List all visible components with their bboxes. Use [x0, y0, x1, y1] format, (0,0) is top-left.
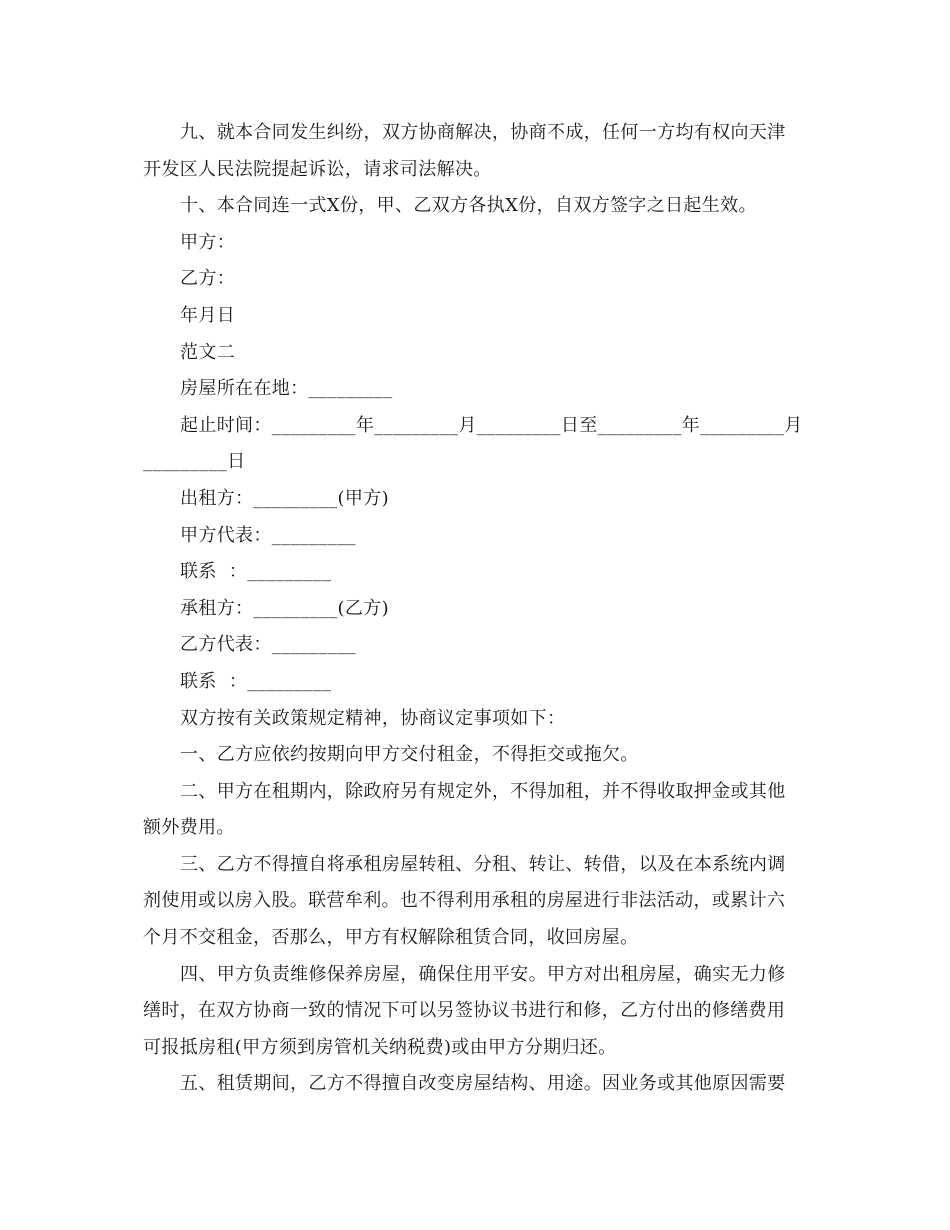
party-b-signature-line: 乙方： [180, 268, 236, 290]
paragraph-article-9: 九、就本合同发生纠纷，双方协商解决，协商不成，任何一方均有权向天津开发区人民法院提起诉讼，请求司法解决。 [143, 122, 786, 180]
paragraph-article-3: 三、乙方不得擅自将承租房屋转租、分租、转让、转借，以及在本系统内调剂使用或以房入股。联营牟利。也不得利用承租的房屋进行非法活动，或累计六个月不交租金，否那么，甲方有权解除租赁合同，收回房屋。 [143, 853, 786, 949]
party-b-representative-line: 乙方代表：_________ [180, 634, 356, 656]
lessee-line: 承租方：_________(乙方) [180, 597, 389, 619]
party-a-signature-line: 甲方： [180, 231, 236, 253]
section-title-sample-2: 范文二 [180, 341, 236, 363]
paragraph-article-4: 四、甲方负责维修保养房屋，确保住用平安。甲方对出租房屋，确实无力修缮时，在双方协商一致的情况下可以另签协议书进行和修，乙方付出的修缮费用可报抵房租(甲方须到房管机关纳税费)或由甲方分期归还。 [143, 963, 786, 1058]
lessor-line: 出租方：_________(甲方) [180, 487, 389, 509]
document-body [143, 115, 803, 1103]
lease-period-line: 起止时间：_________年_________月_________日至_________年_________月_________日 [143, 414, 803, 473]
party-a-contact-line: 联系 ：_________ [180, 561, 332, 583]
paragraph-article-2: 二、甲方在租期内，除政府另有规定外，不得加租，并不得收取押金或其他额外费用。 [143, 780, 786, 839]
paragraph-article-10: 十、本合同连一式X份，甲、乙双方各执X份，自双方签字之日起生效。 [180, 195, 757, 217]
paragraph-article-5: 五、租赁期间，乙方不得擅自改变房屋结构、用途。因业务或其他原因需要 [180, 1073, 786, 1095]
agreement-intro: 双方按有关政策规定精神，协商议定事项如下： [180, 707, 566, 729]
party-b-contact-line: 联系 ：_________ [180, 670, 332, 692]
party-a-representative-line: 甲方代表：_________ [180, 524, 356, 546]
date-line: 年月日 [180, 304, 236, 326]
paragraph-article-1: 一、乙方应依约按期向甲方交付租金，不得拒交或拖欠。 [180, 744, 639, 766]
property-location-line: 房屋所在在地：_________ [180, 378, 393, 400]
